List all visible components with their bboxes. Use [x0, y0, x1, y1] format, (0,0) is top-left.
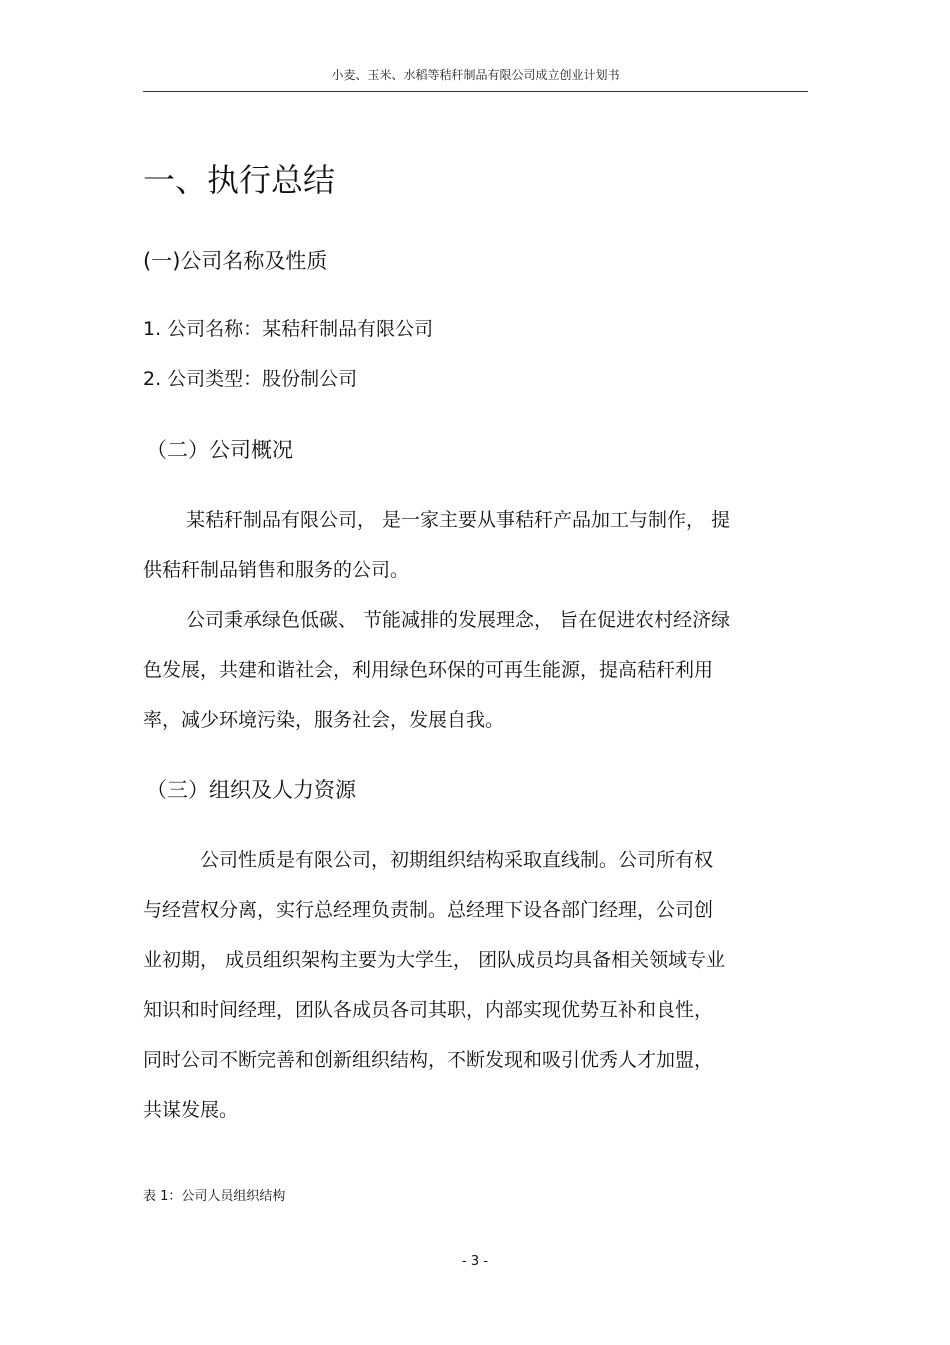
- organization-paragraph: [143, 845, 808, 1145]
- running-header: 小麦、玉米、水稻等秸秆制品有限公司成立创业计划书: [331, 68, 620, 82]
- list-item-company-type: 2. 公司类型：股份制公司: [143, 368, 358, 390]
- section-heading-organization: （三）组织及人力资源: [146, 778, 356, 802]
- overview-paragraph-1: [143, 505, 808, 605]
- text-line: 供秸秆制品销售和服务的公司。: [143, 559, 410, 581]
- overview-paragraph-2: [143, 605, 808, 755]
- list-item-company-name: 1. 公司名称：某秸秆制品有限公司: [143, 318, 434, 340]
- text-line: 共谋发展。: [143, 1099, 239, 1121]
- text-line: 知识和时间经理，团队各成员各司其职，内部实现优势互补和良性，: [143, 999, 714, 1021]
- table-caption: 表 1：公司人员组织结构: [143, 1189, 286, 1204]
- text-line: 公司性质是有限公司，初期组织结构采取直线制。公司所有权: [200, 849, 714, 871]
- text-line: 与经营权分离，实行总经理负责制。总经理下设各部门经理，公司创: [143, 899, 714, 921]
- section-heading-overview: （二）公司概况: [146, 438, 293, 462]
- text-line: 同时公司不断完善和创新组织结构，不断发现和吸引优秀人才加盟，: [143, 1049, 714, 1071]
- section-heading-company-name: (一)公司名称及性质: [143, 249, 328, 273]
- page-title: 一、执行总结: [143, 161, 336, 199]
- text-line: 业初期， 成员组织架构主要为大学生， 团队成员均具备相关领域专业: [143, 949, 726, 971]
- page-number: - 3 -: [462, 1254, 488, 1269]
- header-divider: [143, 91, 808, 92]
- text-line: 率，减少环境污染，服务社会，发展自我。: [143, 709, 505, 731]
- text-line: 某秸秆制品有限公司， 是一家主要从事秸秆产品加工与制作， 提: [186, 509, 731, 531]
- text-line: 公司秉承绿色低碳、 节能减排的发展理念， 旨在促进农村经济绿: [186, 609, 731, 631]
- text-line: 色发展，共建和谐社会，利用绿色环保的可再生能源，提高秸秆利用: [143, 659, 714, 681]
